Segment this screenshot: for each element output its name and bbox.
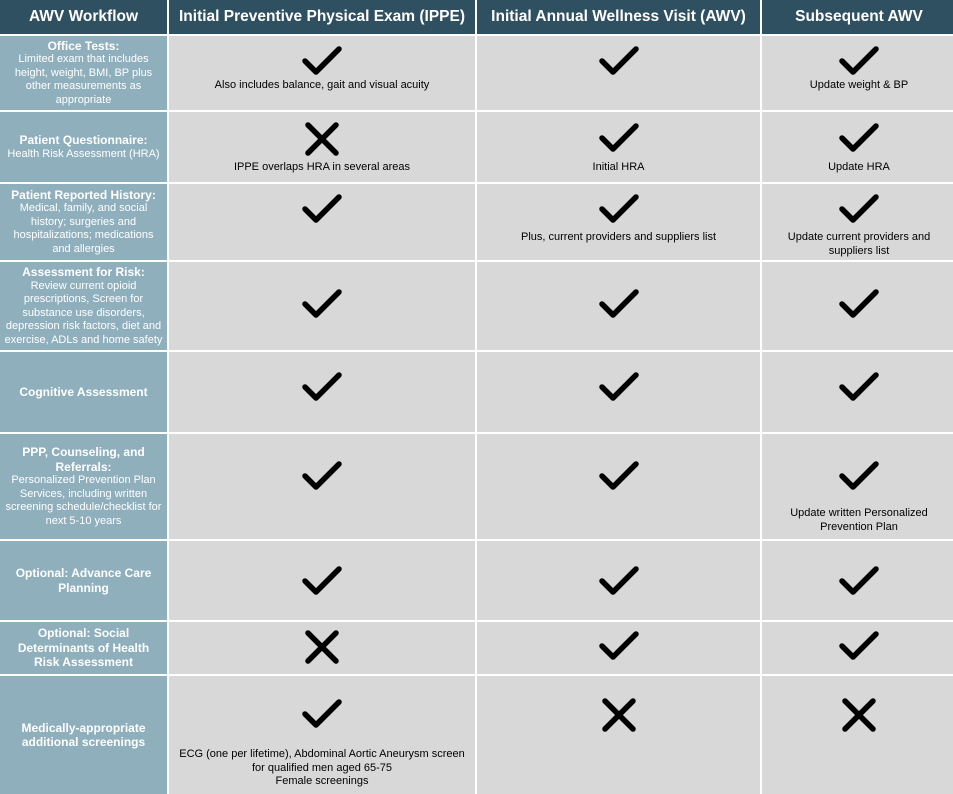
- cell-note: IPPE overlaps HRA in several areas: [233, 161, 411, 173]
- row-header: [0, 262, 167, 350]
- check-icon: [837, 460, 881, 494]
- row-title: Assessment for Risk:: [22, 265, 145, 279]
- row-title: Cognitive Assessment: [19, 384, 148, 399]
- cell-note: Update written Personalized Prevention Plan: [790, 507, 928, 533]
- check-icon: [300, 698, 344, 732]
- row-description: Limited exam that includes height, weight, BMI, BP plus other measurements as appropriate: [14, 53, 153, 106]
- row-header: [0, 676, 167, 794]
- table-cell: [762, 676, 953, 794]
- column-header-3: Subsequent AWV: [762, 0, 953, 34]
- row-title: Office Tests:: [47, 38, 120, 53]
- row-description: Health Risk Assessment (HRA): [7, 147, 160, 160]
- row-header: [0, 541, 167, 620]
- row-header: [0, 184, 167, 260]
- cell-note: Update weight & BP: [809, 79, 909, 91]
- check-icon: [597, 630, 641, 664]
- table-cell: [762, 352, 953, 432]
- check-icon: [837, 122, 881, 156]
- table-cell: [762, 622, 953, 674]
- table-cell: [169, 184, 475, 260]
- check-icon: [837, 45, 881, 79]
- check-icon: [837, 288, 881, 322]
- row-title: PPP, Counseling, and Referrals:: [22, 445, 145, 474]
- check-icon: [837, 630, 881, 664]
- x-icon: [597, 698, 641, 732]
- table-cell: [477, 352, 760, 432]
- table-cell: [169, 262, 475, 350]
- row-description: Medical, family, and social history; surgeries and hospitalizations; medications and allergies: [13, 202, 154, 255]
- table-cell: [169, 112, 475, 182]
- table-cell: [762, 112, 953, 182]
- row-title: Optional: Social Determinants of Health Risk Assessment: [17, 626, 150, 670]
- check-icon: [597, 45, 641, 79]
- check-icon: [597, 460, 641, 494]
- cell-note: Also includes balance, gait and visual acuity: [214, 79, 430, 91]
- table-cell: [169, 352, 475, 432]
- check-icon: [837, 193, 881, 227]
- table-cell: [169, 36, 475, 110]
- row-title: Patient Reported History:: [11, 187, 156, 202]
- table-cell: [477, 262, 760, 350]
- table-cell: [169, 676, 475, 794]
- x-icon: [300, 630, 344, 664]
- row-description: Review current opioid prescriptions, Screen for substance use disorders, depression risk factors, diet and exercise, ADLs and home safety: [4, 279, 163, 346]
- table-cell: [169, 541, 475, 620]
- row-header: [0, 36, 167, 110]
- row-header: [0, 112, 167, 182]
- cell-note: Update current providers and suppliers list: [787, 231, 931, 257]
- table-cell: [762, 262, 953, 350]
- check-icon: [300, 193, 344, 227]
- table-cell: [477, 541, 760, 620]
- table-cell: [477, 434, 760, 539]
- column-header-workflow: AWV Workflow: [0, 0, 167, 34]
- row-title: Patient Questionnaire:: [19, 133, 148, 147]
- table-cell: [762, 184, 953, 260]
- table-cell: [762, 434, 953, 539]
- table-cell: [169, 434, 475, 539]
- row-header: [0, 352, 167, 432]
- cell-note: Update HRA: [828, 161, 890, 173]
- table-cell: [477, 36, 760, 110]
- x-icon: [300, 122, 344, 156]
- check-icon: [837, 371, 881, 405]
- cell-note: Initial HRA: [592, 161, 645, 173]
- cell-note: ECG (one per lifetime), Abdominal Aortic Aneurysm screen for qualified men aged 65-75 Female screenings: [179, 748, 465, 787]
- table-cell: [762, 541, 953, 620]
- check-icon: [300, 460, 344, 494]
- table-cell: [477, 676, 760, 794]
- cell-note: Plus, current providers and suppliers list: [520, 231, 717, 243]
- row-title: Medically-appropriate additional screenings: [21, 720, 146, 749]
- check-icon: [597, 122, 641, 156]
- row-header: [0, 434, 167, 539]
- row-title: Optional: Advance Care Planning: [15, 566, 152, 595]
- table-cell: [477, 112, 760, 182]
- check-icon: [300, 371, 344, 405]
- table-cell: [477, 622, 760, 674]
- row-description: Personalized Prevention Plan Services, including written screening schedule/checklist for next 5-10 years: [5, 474, 162, 527]
- check-icon: [300, 288, 344, 322]
- table-cell: [477, 184, 760, 260]
- table-cell: [169, 622, 475, 674]
- x-icon: [837, 698, 881, 732]
- column-header-2: Initial Annual Wellness Visit (AWV): [477, 0, 760, 34]
- check-icon: [597, 371, 641, 405]
- table-cell: [762, 36, 953, 110]
- row-header: [0, 622, 167, 674]
- check-icon: [597, 565, 641, 599]
- check-icon: [597, 193, 641, 227]
- check-icon: [300, 45, 344, 79]
- check-icon: [837, 565, 881, 599]
- check-icon: [300, 565, 344, 599]
- column-header-1: Initial Preventive Physical Exam (IPPE): [169, 0, 475, 34]
- check-icon: [597, 288, 641, 322]
